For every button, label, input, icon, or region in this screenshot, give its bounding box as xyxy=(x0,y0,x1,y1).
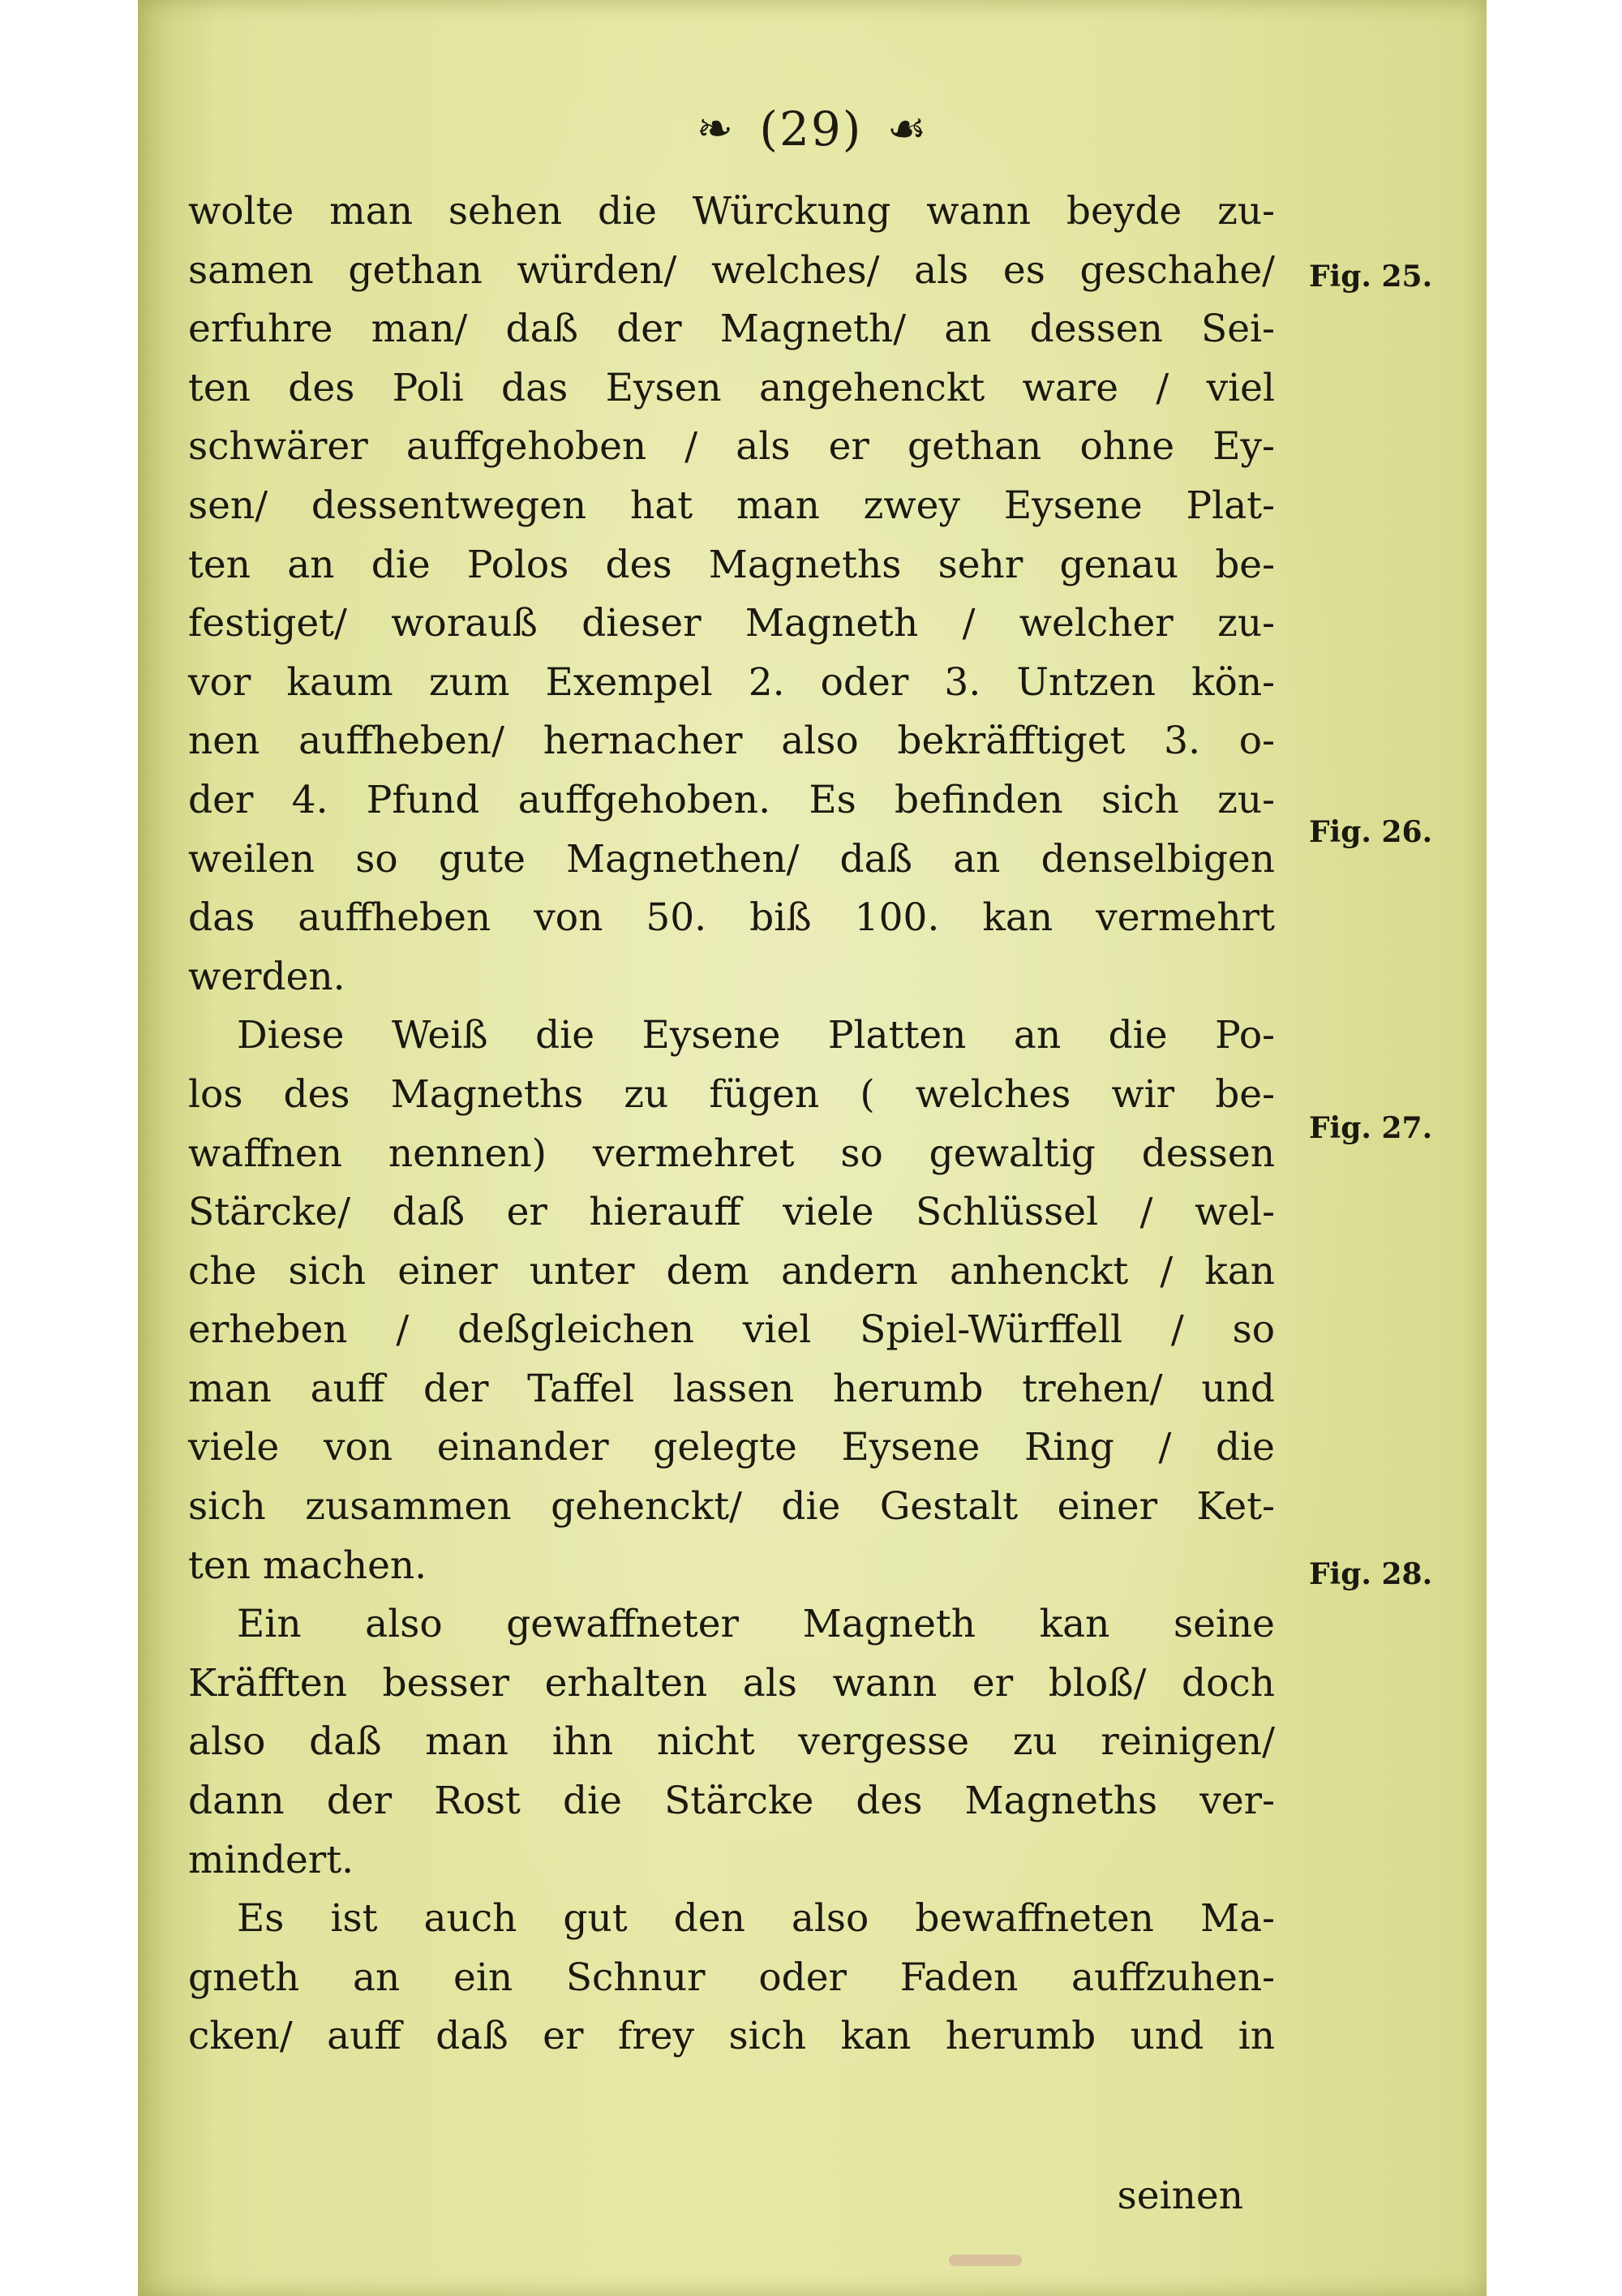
text-line: Stärcke/ daß er hierauff viele Schlüssel / wel- xyxy=(188,1190,1275,1235)
text-line: los des Magneths zu fügen ( welches wir be- xyxy=(188,1071,1275,1117)
book-page xyxy=(138,0,1487,2296)
text-line: Es ist auch gut den also bewaffneten Ma- xyxy=(237,1896,1275,1942)
text-line: schwärer auffgehoben / als er gethan ohne Ey- xyxy=(188,424,1275,470)
text-line: der 4. Pfund auffgehoben. Es befinden sich zu- xyxy=(188,777,1275,822)
margin-note-fig-25: Fig. 25. xyxy=(1309,260,1433,294)
margin-note-fig-27: Fig. 27. xyxy=(1309,1111,1433,1145)
text-line: Ein also gewaffneter Magneth kan seine xyxy=(237,1602,1275,1647)
text-line: Kräfften besser erhalten als wann er bloß/ doch xyxy=(188,1660,1275,1706)
text-line: festiget/ worauß dieser Magneth / welcher zu- xyxy=(188,601,1275,646)
text-line: cken/ auff daß er frey sich kan herumb und in xyxy=(188,2014,1275,2059)
text-line: werden. xyxy=(188,954,345,999)
text-line: also daß man ihn nicht vergesse zu reinigen/ xyxy=(188,1719,1275,1765)
text-line: erheben / deßgleichen viel Spiel-Würffell / so xyxy=(188,1307,1275,1353)
text-line: das auffheben von 50. biß 100. kan vermehrt xyxy=(188,895,1275,941)
text-line: sich zusammen gehenckt/ die Gestalt einer Ket- xyxy=(188,1484,1275,1530)
text-line: ten machen. xyxy=(188,1543,427,1588)
text-line: waffnen nennen) vermehret so gewaltig dessen xyxy=(188,1131,1275,1176)
right-ornament-icon: ☙ xyxy=(886,103,929,155)
text-line: ten an die Polos des Magneths sehr genau be- xyxy=(188,542,1275,587)
text-line: ten des Poli das Eysen angehenckt ware / viel xyxy=(188,365,1275,410)
text-line: nen auffheben/ hernacher also bekräfftiget 3. o- xyxy=(188,719,1275,764)
text-line: che sich einer unter dem andern anhenckt / kan xyxy=(188,1248,1275,1294)
text-line: dann der Rost die Stärcke des Magneths ver- xyxy=(188,1779,1275,1824)
body-text xyxy=(188,182,1275,2066)
stain-mark xyxy=(949,2255,1022,2266)
text-line: gneth an ein Schnur oder Faden auffzuhen- xyxy=(188,1955,1275,2000)
text-line: man auff der Taffel lassen herumb trehen/ und xyxy=(188,1366,1275,1411)
text-line: wolte man sehen die Würckung wann beyde zu- xyxy=(188,189,1275,234)
margin-note-fig-28: Fig. 28. xyxy=(1309,1557,1433,1591)
catchword: seinen xyxy=(1117,2174,1243,2218)
left-ornament-icon: ❧ xyxy=(696,103,735,155)
text-line: vor kaum zum Exempel 2. oder 3. Untzen kön- xyxy=(188,659,1275,705)
text-line: Diese Weiß die Eysene Platten an die Po- xyxy=(237,1013,1275,1058)
text-line: erfuhre man/ daß der Magneth/ an dessen Sei- xyxy=(188,307,1275,352)
text-line: mindert. xyxy=(188,1837,354,1882)
text-line: samen gethan würden/ welches/ als es geschahe/ xyxy=(188,247,1275,293)
text-line: sen/ dessentwegen hat man zwey Eysene Plat- xyxy=(188,483,1275,528)
page-header xyxy=(138,97,1487,157)
margin-note-fig-26: Fig. 26. xyxy=(1309,815,1433,849)
text-line: viele von einander gelegte Eysene Ring / die xyxy=(188,1425,1275,1470)
text-line: weilen so gute Magnethen/ daß an denselbigen xyxy=(188,836,1275,882)
page-number: (29) xyxy=(759,101,863,157)
